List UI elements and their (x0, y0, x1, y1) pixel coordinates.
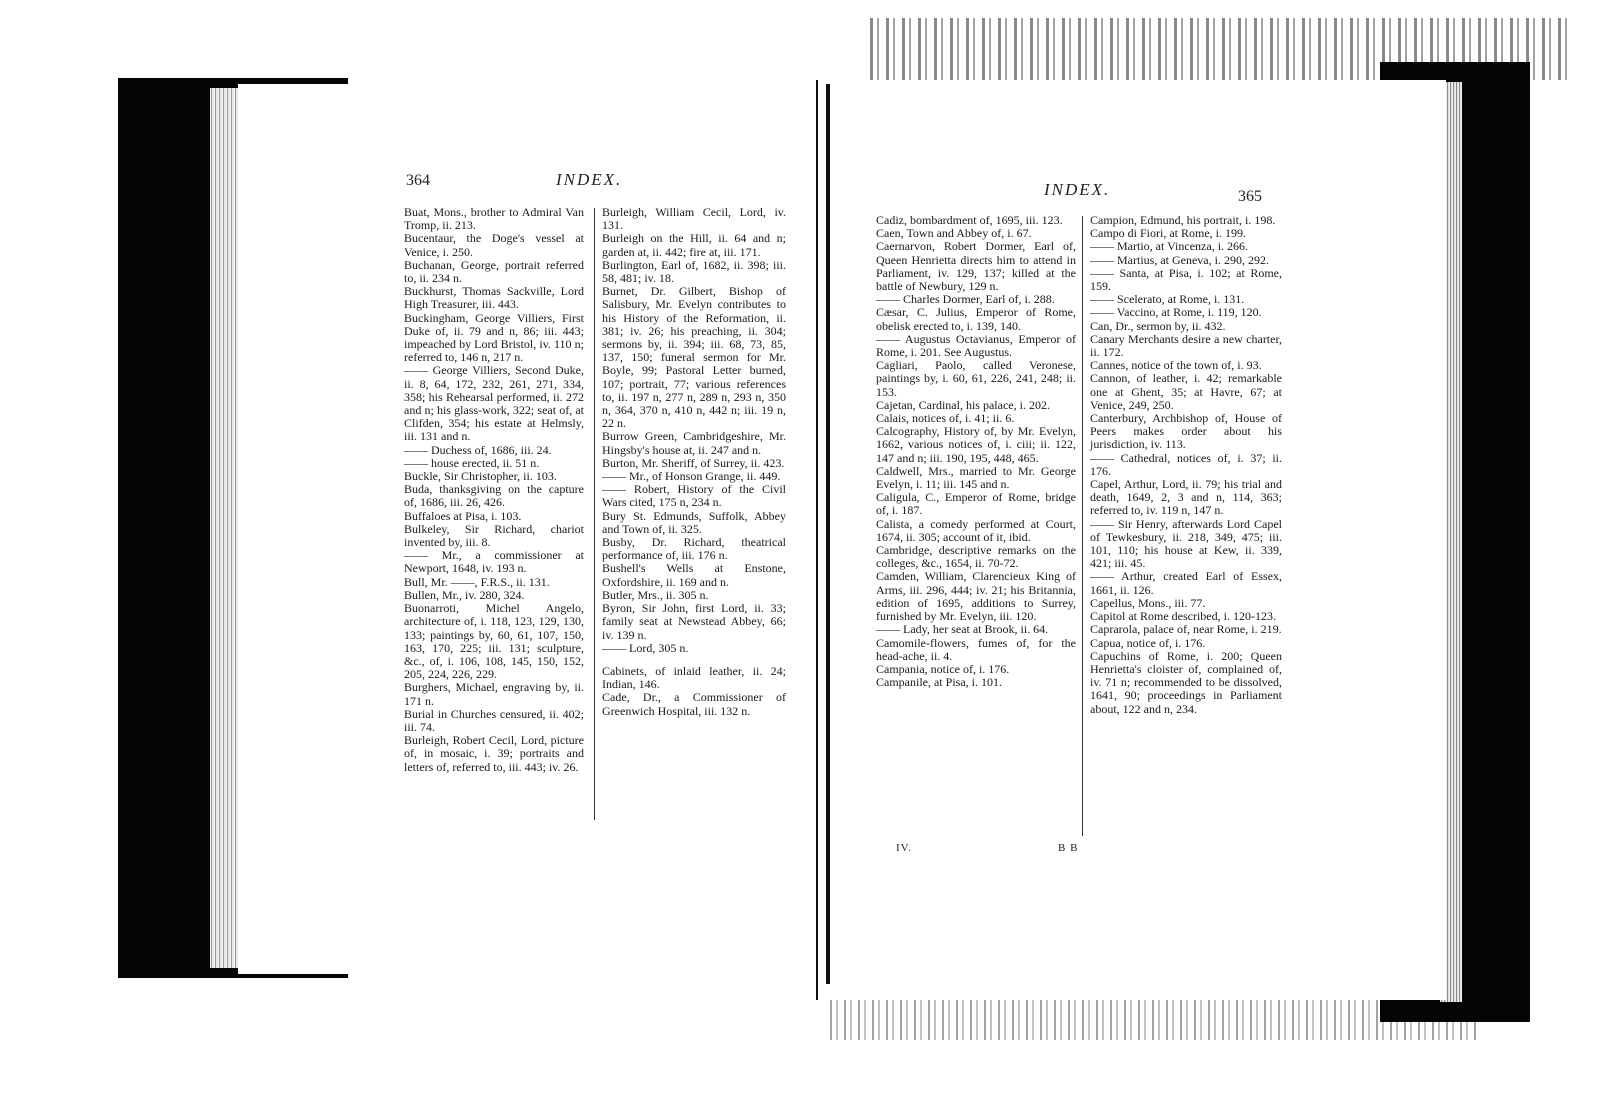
index-entry: Caligula, C., Emperor of Rome, bridge of, i. 187. (876, 490, 1076, 518)
index-entry: —— Cathedral, notices of, i. 37; ii. 176. (1090, 450, 1282, 478)
running-head-left: INDEX. (556, 170, 623, 189)
index-entry: —— Scelerato, at Rome, i. 131. (1090, 292, 1245, 307)
index-column-right-2 (1090, 214, 1282, 716)
index-column-left-1 (404, 206, 584, 774)
index-entry: Buckle, Sir Christopher, ii. 103. (404, 469, 557, 484)
gathering-signature: B B (1058, 842, 1079, 854)
index-entry: —— Santa, at Pisa, i. 102; at Rome, 159. (1090, 265, 1282, 294)
index-entry: Burghers, Michael, engraving by, ii. 171 n. (404, 680, 584, 708)
index-entry: Cadiz, bombardment of, 1695, iii. 123. (876, 213, 1063, 227)
index-entry: Caldwell, Mrs., married to Mr. George Evelyn, i. 11; iii. 145 and n. (876, 463, 1076, 492)
index-column-left-2 (602, 206, 786, 718)
index-entry: Buonarroti, Michel Angelo, architecture of, i. 118, 123, 129, 130, 133; paintings by, 60, 61, 107, 150, 163, 170, 225; iii. 131; sculpture, &c., of, i. 106, 108, 145, 150, 152, 205, 224, 226, 229. (404, 601, 584, 682)
index-entry: Campo di Fiori, at Rome, i. 199. (1090, 226, 1246, 241)
index-entry: Capua, notice of, i. 176. (1090, 635, 1206, 650)
index-entry: —— Lady, her seat at Brook, ii. 64. (876, 622, 1049, 637)
index-entry: Cagliari, Paolo, called Veronese, paintings by, i. 60, 61, 226, 241, 248; ii. 153. (876, 358, 1076, 399)
index-entry: Canary Merchants desire a new charter, ii. 172. (1090, 331, 1282, 360)
volume-signature: IV. (896, 842, 912, 854)
index-entry: —— Sir Henry, afterwards Lord Capel of Tewkesbury, ii. 218, 349, 475; iii. 101, 110; his house at Kew, ii. 339, 421; iii. 45. (1090, 516, 1282, 571)
index-entry: Bushell's Wells at Enstone, Oxfordshire, ii. 169 and n. (602, 561, 786, 589)
index-entry: Burton, Mr. Sheriff, of Surrey, ii. 423. (602, 455, 785, 470)
index-entry: Butler, Mrs., ii. 305 n. (602, 587, 709, 602)
index-entry: Capuchins of Rome, i. 200; Queen Henrietta's cloister of, complained of, iv. 71 n; recommended to be dissolved, 1641, 90; proceedings in Parliament about, 122 and n, 234. (1090, 648, 1282, 716)
index-entry: Cæsar, C. Julius, Emperor of Rome, obelisk erected to, i. 139, 140. (876, 305, 1076, 333)
index-entry: Bucentaur, the Doge's vessel at Venice, i. 250. (404, 231, 584, 259)
index-entry: Bull, Mr. ——, F.R.S., ii. 131. (404, 574, 550, 589)
index-entry: —— Charles Dormer, Earl of, i. 288. (876, 292, 1055, 307)
index-entry: —— Martius, at Geneva, i. 290, 292. (1090, 252, 1269, 267)
index-entry: Buffaloes at Pisa, i. 103. (404, 508, 522, 523)
index-entry: —— Robert, History of the Civil Wars cited, 175 n, 234 n. (602, 482, 786, 510)
page-number-left: 364 (406, 172, 430, 189)
index-entry: Bury St. Edmunds, Suffolk, Abbey and Town of, ii. 325. (602, 508, 786, 536)
index-entry: Campania, notice of, i. 176. (876, 661, 1010, 676)
index-entry: —— Martio, at Vincenza, i. 266. (1090, 239, 1249, 254)
index-entry: —— Lord, 305 n. (602, 640, 689, 655)
index-entry: Cabinets, of inlaid leather, ii. 24; Indian, 146. (602, 663, 786, 692)
index-entry: Cajetan, Cardinal, his palace, i. 202. (876, 397, 1050, 412)
index-entry: Cade, Dr., a Commissioner of Greenwich Hospital, iii. 132 n. (602, 690, 786, 718)
index-entry: Busby, Dr. Richard, theatrical performance of, iii. 176 n. (602, 535, 786, 563)
index-entry: Calista, a comedy performed at Court, 1674, ii. 305; account of it, ibid. (876, 516, 1076, 544)
index-entry: Buckingham, George Villiers, First Duke of, ii. 79 and n, 86; iii. 443; impeached by Lord Bristol, iv. 110 n; referred to, 146 n, 217 n. (404, 310, 584, 365)
index-entry: Campion, Edmund, his portrait, i. 198. (1090, 213, 1276, 227)
index-entry: —— Duchess of, 1686, iii. 24. (404, 442, 552, 457)
index-entry: —— house erected, ii. 51 n. (404, 455, 540, 470)
index-entry: Cambridge, descriptive remarks on the colleges, &c., 1654, ii. 70-72. (876, 543, 1076, 571)
index-entry: —— Mr., a commissioner at Newport, 1648, iv. 193 n. (404, 548, 584, 576)
index-entry: Camomile-flowers, fumes of, for the head-ache, ii. 4. (876, 635, 1076, 663)
index-entry: Burlington, Earl of, 1682, ii. 398; iii. 58, 481; iv. 18. (602, 257, 786, 286)
column-divider-right (1082, 216, 1083, 836)
index-entry: —— Mr., of Honson Grange, ii. 449. (602, 469, 781, 484)
index-entry: Burleigh, Robert Cecil, Lord, picture of, in mosaic, i. 39; portraits and letters of, referred to, iii. 443; iv. 26. (404, 733, 584, 774)
index-entry: —— George Villiers, Second Duke, ii. 8, 64, 172, 232, 261, 271, 334, 358; his Rehearsal performed, ii. 272 and n; his glass-work, 322; seat of, at Clifden, 354; his estate at Helmsly, iii. 131 and n. (404, 363, 584, 444)
index-entry: Burleigh, William Cecil, Lord, iv. 131. (602, 205, 786, 233)
index-entry: Bullen, Mr., iv. 280, 324. (404, 587, 525, 602)
index-entry: Burnet, Dr. Gilbert, Bishop of Salisbury, Mr. Evelyn contributes to his History of the Reformation, ii. 381; iv. 26; his preaching, ii. 304; sermons by, ii. 394; iii. 68, 73, 85, 137, 150; funeral sermon for Mr. Boyle, 99; Pastoral Letter burned, 107; portrait, 77; various references to, ii. 197 n, 277 n, 289 n, 293 n, 350 n, 364, 370 n, 410 n, 442 n; iii. 19 n, 22 n. (602, 284, 786, 431)
index-entry: Buchanan, George, portrait referred to, ii. 234 n. (404, 257, 584, 286)
index-entry: Canterbury, Archbishop of, House of Peers makes order about his jurisdiction, iv. 113. (1090, 411, 1282, 452)
index-entry: Calais, notices of, i. 41; ii. 6. (876, 411, 1015, 426)
index-entry: Bulkeley, Sir Richard, chariot invented by, iii. 8. (404, 521, 584, 550)
index-column-right-1 (876, 214, 1076, 689)
index-entry: Caprarola, palace of, near Rome, i. 219. (1090, 622, 1282, 637)
index-entry: Capellus, Mons., iii. 77. (1090, 595, 1206, 610)
index-entry: Cannon, of leather, i. 42; remarkable one at Ghent, 35; at Havre, 67; at Venice, 249, 250. (1090, 371, 1282, 412)
index-entry: Burleigh on the Hill, ii. 64 and n; garden at, ii. 442; fire at, iii. 171. (602, 231, 786, 259)
page-edges-left (210, 88, 240, 968)
index-entry: Burial in Churches censured, ii. 402; iii. 74. (404, 706, 584, 734)
page-number-right: 365 (1238, 188, 1262, 205)
index-entry: Burrow Green, Cambridgeshire, Mr. Hingsby's house at, ii. 247 and n. (602, 429, 786, 457)
index-entry: —— Augustus Octavianus, Emperor of Rome, i. 201. See Augustus. (876, 331, 1076, 360)
index-entry: Camden, William, Clarencieux King of Arms, iii. 296, 444; iv. 21; his Britannia, edition of 1695, additions to Surrey, furnished by Mr. Evelyn, iii. 120. (876, 569, 1076, 624)
index-entry: —— Vaccino, at Rome, i. 119, 120. (1090, 305, 1262, 320)
index-entry: Campanile, at Pisa, i. 101. (876, 675, 1002, 690)
index-entry: Capitol at Rome described, i. 120-123. (1090, 609, 1276, 624)
running-head-right: INDEX. (1044, 180, 1111, 199)
index-entry: Buda, thanksgiving on the capture of, 1686, iii. 26, 426. (404, 482, 584, 510)
column-divider-left (594, 208, 595, 820)
index-entry: Byron, Sir John, first Lord, ii. 33; family seat at Newstead Abbey, 66; iv. 139 n. (602, 601, 786, 642)
index-entry: Buckhurst, Thomas Sackville, Lord High Treasurer, iii. 443. (404, 284, 584, 312)
index-entry: —— Arthur, created Earl of Essex, 1661, ii. 126. (1090, 569, 1282, 597)
index-entry: Calcography, History of, by Mr. Evelyn, 1662, various notices of, i. ciii; ii. 122, 147 and n; iii. 190, 195, 448, 465. (876, 424, 1076, 465)
index-entry: Can, Dr., sermon by, ii. 432. (1090, 318, 1226, 333)
index-entry: Capel, Arthur, Lord, ii. 79; his trial and death, 1649, 2, 3 and n, 114, 363; referred to, iv. 119 n, 147 n. (1090, 477, 1282, 518)
book-gutter (826, 84, 830, 984)
index-entry: Caen, Town and Abbey of, i. 67. (876, 226, 1032, 241)
index-entry: Cannes, notice of the town of, i. 93. (1090, 358, 1262, 373)
index-entry: Caernarvon, Robert Dormer, Earl of, Queen Henrietta directs him to attend in Parliament, iv. 129, 137; killed at the battle of Newbury, 129 n. (876, 239, 1076, 294)
index-entry: Buat, Mons., brother to Admiral Van Tromp, ii. 213. (404, 205, 584, 233)
